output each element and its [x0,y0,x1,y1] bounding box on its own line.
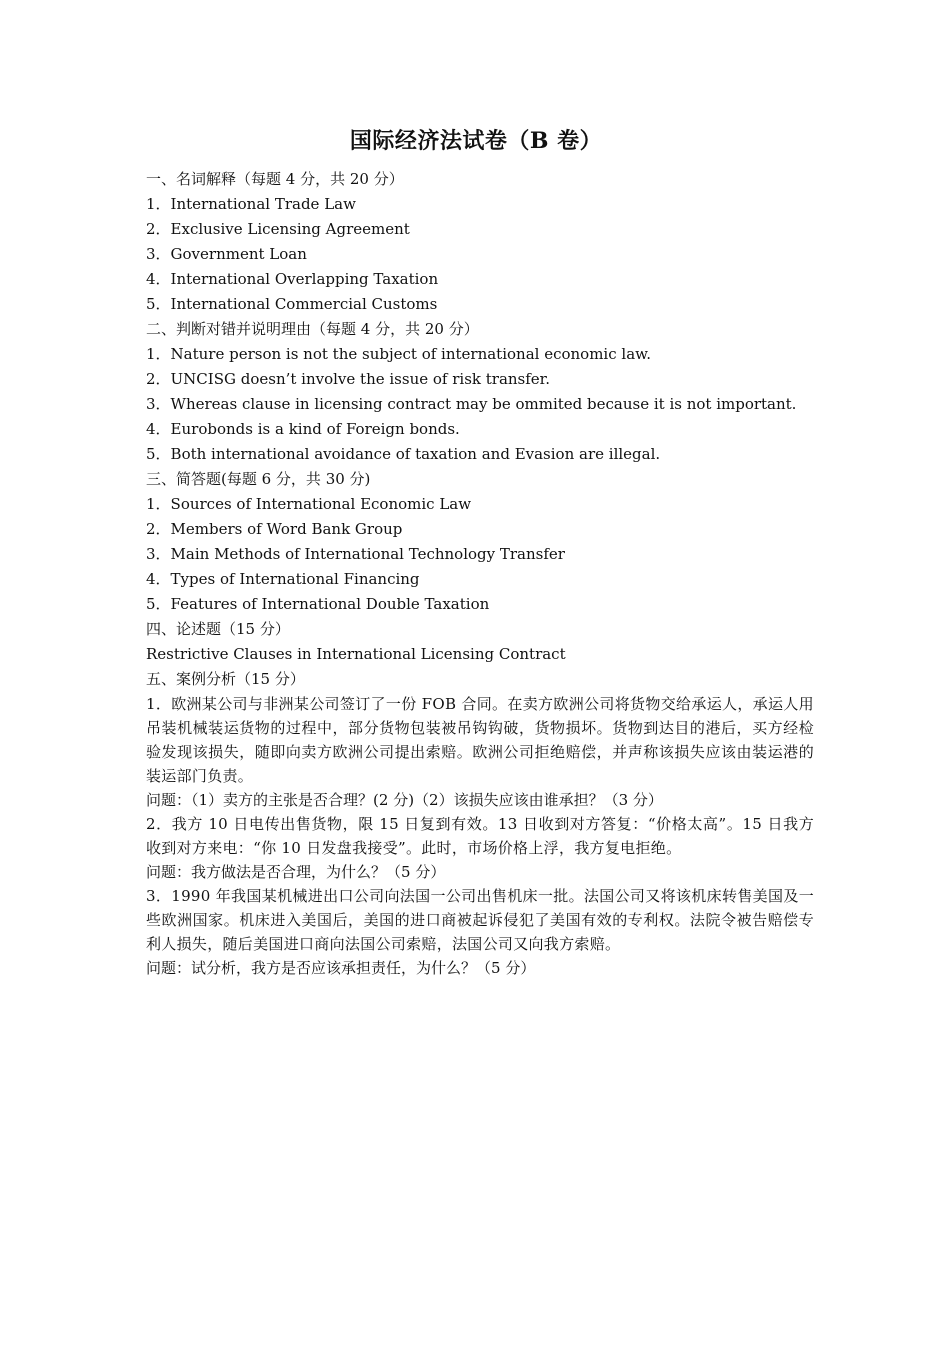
case-question: 问题：我方做法是否合理，为什么？（5 分） [146,863,446,881]
case-text: 2．我方 10 日电传出售货物，限 15 日复到有效。13 日收到对方答复：“价格太高”。15 日我方收到对方来电：“你 10 日发盘我接受”。此时，市场价格上浮，我方复电拒绝。 [146,815,814,857]
section-3-heading: 三、简答题(每题 6 分，共 30 分) [146,470,371,488]
essay-topic: Restrictive Clauses in International Licensing Contract [146,645,566,663]
section-2-item: 3．Whereas clause in licensing contract may be ommited because it is not important. [146,395,797,413]
case-question: 问题：（1）卖方的主张是否合理？(2 分)（2）该损失应该由谁承担？（3 分） [146,791,663,809]
section-4-heading: 四、论述题（15 分） [146,620,290,638]
section-3-item: 5．Features of International Double Taxation [146,595,490,613]
section-3-item: 1．Sources of International Economic Law [146,495,472,513]
section-1-heading: 一、名词解释（每题 4 分，共 20 分） [146,170,404,188]
case-question: 问题：试分析，我方是否应该承担责任，为什么？（5 分） [146,959,536,977]
section-2-item: 2．UNCISG doesn’t involve the issue of risk transfer. [146,370,550,388]
case-text: 1．欧洲某公司与非洲某公司签订了一份 FOB 合同。在卖方欧洲公司将货物交给承运人，承运人用吊装机械装运货物的过程中，部分货物包装被吊钩钩破，货物损坏。货物到达目的港后，买方经检验发现该损失，随即向卖方欧洲公司提出索赔。欧洲公司拒绝赔偿，并声称该损失应该由装运港的装运部门负责。 [146,695,814,785]
section-1-item: 1．International Trade Law [146,195,356,213]
exam-title: 国际经济法试卷（B 卷） [349,128,603,154]
section-3-item: 2．Members of Word Bank Group [146,520,403,538]
section-3-item: 4．Types of International Financing [146,570,420,588]
section-2-item: 4．Eurobonds is a kind of Foreign bonds. [146,420,460,438]
section-3-item: 3．Main Methods of International Technology Transfer [146,545,565,563]
section-5-heading: 五、案例分析（15 分） [146,670,305,688]
section-2-item: 1．Nature person is not the subject of international economic law. [146,345,651,363]
exam-content [146,167,814,980]
case-text: 3．1990 年我国某机械进出口公司向法国一公司出售机床一批。法国公司又将该机床转售美国及一些欧洲国家。机床进入美国后，美国的进口商被起诉侵犯了美国有效的专利权。法院令被告赔偿专利人损失，随后美国进口商向法国公司索赔，法国公司又向我方索赔。 [146,887,814,953]
section-1-item: 3．Government Loan [146,245,307,263]
section-2-heading: 二、判断对错并说明理由（每题 4 分，共 20 分） [146,320,479,338]
section-1-item: 4．International Overlapping Taxation [146,270,439,288]
section-1-item: 2．Exclusive Licensing Agreement [146,220,410,238]
section-1-item: 5．International Commercial Customs [146,295,438,313]
section-2-item: 5．Both international avoidance of taxation and Evasion are illegal. [146,445,661,463]
